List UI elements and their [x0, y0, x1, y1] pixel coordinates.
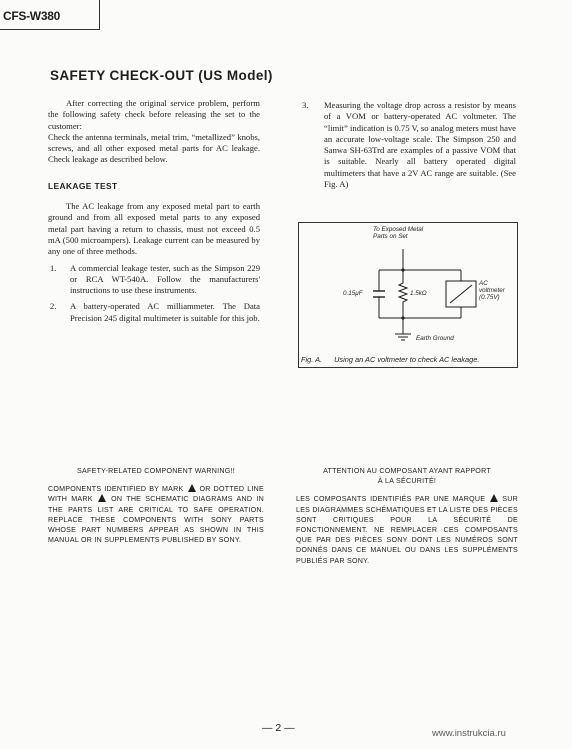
- warning-body-fr: [296, 494, 518, 565]
- left-column: [48, 98, 260, 329]
- safety-warning-french: [296, 466, 518, 566]
- leakage-test-heading: LEAKAGE TEST: [48, 180, 118, 191]
- watermark-link[interactable]: www.instrukcia.ru: [432, 728, 506, 739]
- intro-check-paragraph: Check the antenna terminals, metal trim, “metallized” knobs, screws, and all other exposed metal parts for AC leakage. Check leakage as described below.: [48, 131, 260, 165]
- figure-a: [298, 222, 518, 368]
- warning-fr-text-1: LES COMPOSANTS IDENTIFIÉS PAR UNE MARQUE: [296, 495, 486, 504]
- warning-title-fr: [296, 466, 518, 486]
- list-item-number: 2.: [50, 301, 57, 312]
- list-item-number: 1.: [50, 262, 57, 273]
- figure-number: Fig. A.: [301, 355, 323, 364]
- page-number: — 2 —: [262, 722, 295, 734]
- warning-text-1: COMPONENTS IDENTIFIED BY MARK: [48, 485, 184, 494]
- safety-warning-english: [48, 466, 264, 545]
- warning-title: SAFETY-RELATED COMPONENT WARNING!!: [77, 467, 235, 475]
- warning-body: [48, 484, 264, 545]
- list-item: [48, 301, 260, 324]
- list-item: [302, 100, 516, 190]
- warning-triangle-icon: [490, 494, 498, 502]
- method-list: [48, 263, 260, 324]
- list-item: [48, 263, 260, 297]
- leakage-test-paragraph: The AC leakage from any exposed metal part to earth ground and from all exposed metal parts to any exposed metal part having a return to chassis, must not exceed 0.5 mA (500 microampers). Leakage current can be measured by any one of three methods.: [48, 201, 260, 257]
- warning-triangle-icon: [188, 484, 196, 492]
- junction-dot-top: [401, 268, 404, 271]
- voltmeter-label-2: voltmeter: [479, 287, 505, 294]
- probe-label: To Exposed Metal: [373, 226, 424, 233]
- page-title: SAFETY CHECK-OUT (US Model): [50, 68, 273, 83]
- list-item-text: A commercial leakage tester, such as the Simpson 229 or RCA WT-540A. Follow the manufacturers' instructions to use these instruments.: [70, 262, 260, 296]
- voltmeter-label-1: AC: [479, 280, 488, 287]
- warning-text-3: ON THE SCHEMATIC DIAGRAMS AND IN THE PARTS LIST ARE CRITICAL TO SAFE OPERATION. REPLACE THESE COMPONENTS WITH SONY PARTS WHOSE PART NUMBERS APPEAR AS SHOWN IN THIS MANUAL OR IN SUPPLEMENTS PUBLISHED BY SONY.: [48, 495, 264, 545]
- resistor-label: 1.5kΩ: [410, 290, 427, 297]
- capacitor-label: 0.15μF: [343, 290, 363, 297]
- junction-dot-bottom: [401, 316, 404, 319]
- list-item-text: Measuring the voltage drop across a resistor by means of a VOM or battery-operated AC voltmeter. The “limit” indication is 0.75 V, so analog meters must have an accurate low-voltage scale. The Simpson 250 and Sanwa SH-63Trd are examples of a passive VOM that is suitable. Nearly all battery operated digital multimeters that have a 2V AC range are suitable. (See Fig. A): [324, 100, 516, 190]
- model-number: CFS-W380: [3, 9, 60, 23]
- right-column: [302, 100, 516, 190]
- warning-text-2: OR DOTTED LINE WITH MARK: [48, 485, 265, 504]
- model-header-box: [0, 0, 100, 30]
- ground-label: Earth Ground: [416, 335, 454, 342]
- probe-label-2: Parts on Set: [373, 233, 408, 240]
- resistor-zigzag: [399, 270, 407, 318]
- warning-title-fr-line-2: À LA SÉCURITÉ!: [377, 477, 437, 486]
- voltmeter-needle: [450, 285, 472, 303]
- warning-title-fr-line-1: ATTENTION AU COMPOSANT AYANT RAPPORT: [323, 467, 491, 475]
- voltmeter-label-3: (0.75V): [479, 294, 500, 301]
- figure-caption: [301, 355, 479, 364]
- figure-caption-text: Using an AC voltmeter to check AC leakage.: [334, 355, 480, 364]
- warning-fr-text-2: SUR LES DIAGRAMMES SCHÉMATIQUES ET LA LISTE DES PIÈCES SONT CRITIQUES POUR LA SÉCURITÉ DE FONCTIONNEMENT. NE REMPLACER CES COMPOSANTS QUE PAR DES PIÈCES SONY DONT LES NUMÉROS SONT DONNÉS DANS CE MANUEL OU DANS LES SUPPLÉMENTS PUBLIÉS PAR SONY.: [296, 495, 518, 565]
- intro-paragraph: After correcting the original service problem, perform the following safety check before releasing the set to the customer:: [48, 98, 260, 131]
- list-item-text: A battery-operated AC milliammeter. The Data Precision 245 digital multimeter is suitable for this job.: [70, 301, 260, 323]
- list-item-number: 3.: [302, 100, 309, 110]
- warning-triangle-icon: [98, 494, 106, 502]
